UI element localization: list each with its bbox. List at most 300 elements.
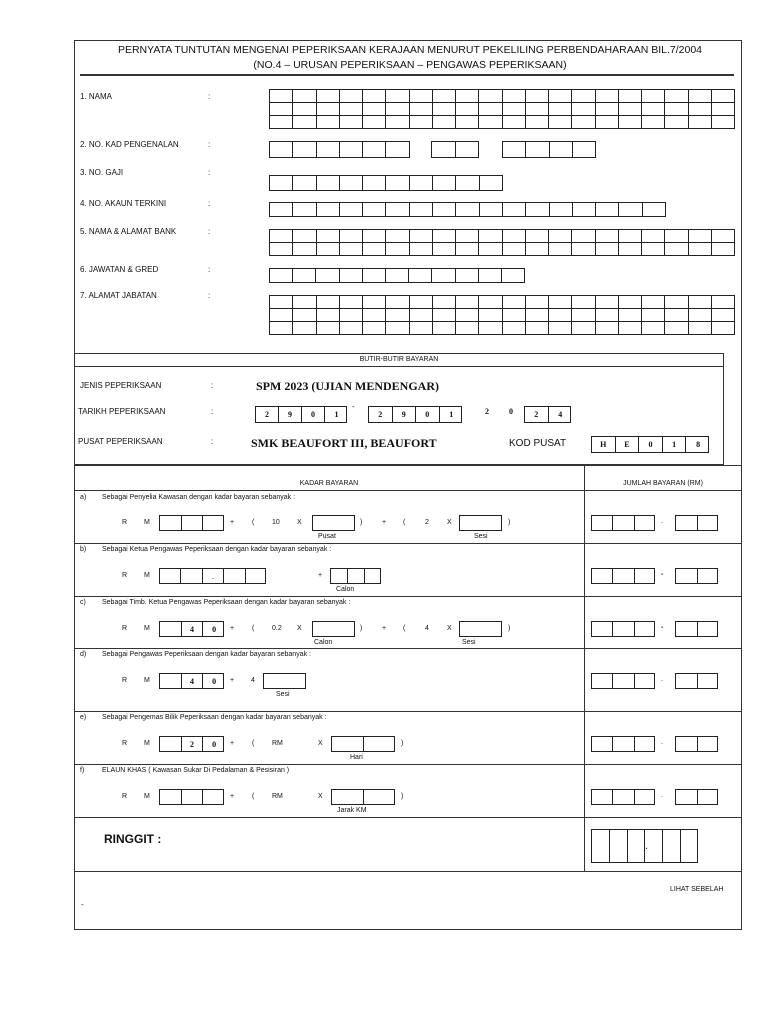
input-cell[interactable] <box>410 176 433 191</box>
input-cell[interactable] <box>433 296 456 309</box>
input-cell[interactable] <box>572 230 595 243</box>
input-cell[interactable] <box>642 116 665 129</box>
input-cell[interactable]: 0 <box>416 407 440 422</box>
row-a-pusat-box[interactable] <box>312 515 355 531</box>
input-cell[interactable] <box>317 230 340 243</box>
input-cell[interactable] <box>293 203 316 217</box>
input-cell[interactable] <box>410 203 433 217</box>
input-cell[interactable] <box>596 309 619 322</box>
input-cell[interactable]: 1 <box>449 410 454 419</box>
input-cell[interactable] <box>224 569 245 583</box>
row-d-amount-sen-boxes[interactable] <box>675 673 718 689</box>
input-cell[interactable] <box>526 296 549 309</box>
input-cell[interactable] <box>293 322 316 335</box>
input-cell[interactable] <box>270 203 293 217</box>
input-cell[interactable] <box>613 737 634 751</box>
input-cell[interactable] <box>479 230 502 243</box>
row-e-amount-sen-boxes[interactable] <box>675 736 718 752</box>
bank-grid[interactable] <box>269 229 735 256</box>
input-cell[interactable] <box>433 176 456 191</box>
input-cell[interactable] <box>363 203 386 217</box>
input-cell[interactable] <box>526 230 549 243</box>
tarikh-start-boxes[interactable] <box>255 406 347 423</box>
input-cell[interactable] <box>363 322 386 335</box>
input-cell[interactable] <box>340 230 363 243</box>
input-cell[interactable] <box>386 142 409 158</box>
input-cell[interactable] <box>410 116 433 129</box>
input-cell[interactable]: 0 <box>212 624 217 634</box>
input-cell[interactable] <box>643 203 666 217</box>
input-cell[interactable] <box>681 830 699 862</box>
input-cell[interactable] <box>410 230 433 243</box>
input-cell[interactable] <box>456 269 479 283</box>
input-cell[interactable] <box>698 622 720 636</box>
input-cell[interactable]: 4 <box>182 674 204 688</box>
input-cell[interactable]: 2 <box>369 407 393 422</box>
input-cell[interactable] <box>313 622 356 636</box>
input-cell[interactable] <box>642 103 665 116</box>
input-cell[interactable] <box>460 516 503 530</box>
input-cell[interactable] <box>160 737 182 751</box>
input-cell[interactable] <box>182 516 204 530</box>
ic-grid-part2[interactable] <box>431 141 479 158</box>
input-cell[interactable] <box>712 243 735 256</box>
input-cell[interactable] <box>363 103 386 116</box>
input-cell[interactable] <box>635 516 656 530</box>
input-cell[interactable] <box>456 176 479 191</box>
input-cell[interactable] <box>549 116 572 129</box>
input-cell[interactable] <box>364 790 396 804</box>
input-cell[interactable]: 9 <box>279 407 302 422</box>
input-cell[interactable] <box>619 203 642 217</box>
input-cell[interactable] <box>526 103 549 116</box>
row-f-amount-sen-boxes[interactable] <box>675 789 718 805</box>
input-cell[interactable] <box>635 790 656 804</box>
alamat-grid[interactable] <box>269 295 735 335</box>
input-cell[interactable] <box>246 569 267 583</box>
input-cell[interactable] <box>203 516 225 530</box>
input-cell[interactable] <box>698 737 720 751</box>
input-cell[interactable] <box>386 230 409 243</box>
input-cell[interactable] <box>676 569 698 583</box>
input-cell[interactable] <box>293 243 316 256</box>
input-cell[interactable] <box>572 90 595 103</box>
input-cell[interactable] <box>596 103 619 116</box>
input-cell[interactable] <box>596 322 619 335</box>
input-cell[interactable] <box>317 243 340 256</box>
input-cell[interactable] <box>502 269 525 283</box>
input-cell[interactable] <box>365 569 382 583</box>
input-cell[interactable] <box>479 103 502 116</box>
input-cell[interactable] <box>340 309 363 322</box>
input-cell[interactable] <box>270 230 293 243</box>
row-d-sesi-box[interactable] <box>263 673 306 689</box>
row-b-rm-boxes[interactable] <box>159 568 266 584</box>
input-cell[interactable] <box>270 176 293 191</box>
input-cell[interactable] <box>642 296 665 309</box>
input-cell[interactable] <box>613 674 634 688</box>
input-cell[interactable] <box>203 790 225 804</box>
input-cell[interactable] <box>456 203 479 217</box>
input-cell[interactable] <box>665 230 688 243</box>
input-cell[interactable] <box>628 830 646 862</box>
input-cell[interactable] <box>642 90 665 103</box>
input-cell[interactable] <box>619 90 642 103</box>
input-cell[interactable] <box>410 243 433 256</box>
row-f-jarak-boxes[interactable] <box>331 789 395 805</box>
input-cell[interactable] <box>340 116 363 129</box>
input-cell[interactable] <box>410 322 433 335</box>
input-cell[interactable] <box>642 243 665 256</box>
input-cell[interactable] <box>503 243 526 256</box>
input-cell[interactable] <box>160 516 182 530</box>
input-cell[interactable] <box>433 116 456 129</box>
input-cell[interactable] <box>592 790 613 804</box>
input-cell[interactable] <box>572 296 595 309</box>
input-cell[interactable]: 1 <box>334 410 339 419</box>
input-cell[interactable] <box>503 142 526 158</box>
input-cell[interactable] <box>665 296 688 309</box>
input-cell[interactable]: 0 <box>639 437 663 452</box>
jawatan-grid[interactable] <box>269 268 525 283</box>
input-cell[interactable] <box>386 269 409 283</box>
input-cell[interactable]: 0 <box>302 407 325 422</box>
input-cell[interactable] <box>549 296 572 309</box>
input-cell[interactable] <box>619 116 642 129</box>
year-boxes[interactable] <box>524 406 571 423</box>
input-cell[interactable] <box>635 622 656 636</box>
input-cell[interactable] <box>348 569 365 583</box>
input-cell[interactable] <box>340 243 363 256</box>
input-cell[interactable] <box>698 516 720 530</box>
input-cell[interactable] <box>596 203 619 217</box>
input-cell[interactable] <box>480 176 503 191</box>
input-cell[interactable] <box>479 322 502 335</box>
input-cell[interactable] <box>270 243 293 256</box>
input-cell[interactable] <box>433 203 456 217</box>
input-cell[interactable] <box>363 116 386 129</box>
row-c-sesi-box[interactable] <box>459 621 502 637</box>
input-cell[interactable] <box>689 116 712 129</box>
input-cell[interactable] <box>665 243 688 256</box>
input-cell[interactable] <box>479 116 502 129</box>
input-cell[interactable] <box>596 296 619 309</box>
input-cell[interactable] <box>160 622 182 636</box>
input-cell[interactable]: 9 <box>393 407 417 422</box>
input-cell[interactable] <box>619 322 642 335</box>
input-cell[interactable] <box>689 309 712 322</box>
input-cell[interactable] <box>613 622 634 636</box>
input-cell[interactable] <box>456 243 479 256</box>
input-cell[interactable] <box>613 569 634 583</box>
nama-grid[interactable] <box>269 89 735 129</box>
input-cell[interactable] <box>596 90 619 103</box>
input-cell[interactable] <box>592 622 613 636</box>
input-cell[interactable]: . <box>203 569 224 583</box>
input-cell[interactable] <box>689 90 712 103</box>
input-cell[interactable] <box>479 296 502 309</box>
input-cell[interactable] <box>363 90 386 103</box>
input-cell[interactable] <box>432 269 455 283</box>
input-cell[interactable] <box>596 243 619 256</box>
input-cell[interactable] <box>456 103 479 116</box>
input-cell[interactable] <box>270 142 293 158</box>
row-c-amount-ringgit-boxes[interactable] <box>591 621 655 637</box>
input-cell[interactable] <box>479 243 502 256</box>
input-cell[interactable] <box>433 230 456 243</box>
input-cell[interactable] <box>340 90 363 103</box>
input-cell[interactable] <box>317 103 340 116</box>
input-cell[interactable] <box>340 203 363 217</box>
input-cell[interactable] <box>433 90 456 103</box>
input-cell[interactable] <box>479 90 502 103</box>
input-cell[interactable] <box>549 322 572 335</box>
input-cell[interactable] <box>363 142 386 158</box>
input-cell[interactable] <box>503 230 526 243</box>
input-cell[interactable] <box>386 90 409 103</box>
input-cell[interactable] <box>270 90 293 103</box>
input-cell[interactable] <box>712 309 735 322</box>
input-cell[interactable] <box>676 674 698 688</box>
input-cell[interactable] <box>386 322 409 335</box>
input-cell[interactable] <box>572 309 595 322</box>
input-cell[interactable]: 1 <box>663 437 687 452</box>
input-cell[interactable] <box>386 176 409 191</box>
input-cell[interactable] <box>386 203 409 217</box>
input-cell[interactable] <box>549 90 572 103</box>
input-cell[interactable] <box>270 322 293 335</box>
row-a-amount-sen-boxes[interactable] <box>675 515 718 531</box>
input-cell[interactable] <box>526 243 549 256</box>
input-cell[interactable] <box>410 90 433 103</box>
input-cell[interactable] <box>316 269 339 283</box>
input-cell[interactable]: 4 <box>182 622 204 636</box>
row-a-amount-ringgit-boxes[interactable] <box>591 515 655 531</box>
input-cell[interactable] <box>340 103 363 116</box>
input-cell[interactable] <box>572 243 595 256</box>
input-cell[interactable] <box>642 230 665 243</box>
input-cell[interactable] <box>665 309 688 322</box>
input-cell[interactable] <box>596 116 619 129</box>
input-cell[interactable] <box>386 103 409 116</box>
input-cell[interactable] <box>698 569 720 583</box>
input-cell[interactable] <box>364 737 396 751</box>
input-cell[interactable] <box>317 142 340 158</box>
row-a-rm-boxes[interactable] <box>159 515 224 531</box>
input-cell[interactable] <box>573 203 596 217</box>
input-cell[interactable] <box>479 269 502 283</box>
input-cell[interactable] <box>619 296 642 309</box>
input-cell[interactable] <box>386 116 409 129</box>
input-cell[interactable] <box>526 116 549 129</box>
input-cell[interactable] <box>293 90 316 103</box>
input-cell[interactable] <box>503 203 526 217</box>
gaji-grid[interactable] <box>269 175 503 191</box>
input-cell[interactable] <box>460 622 503 636</box>
input-cell[interactable] <box>363 309 386 322</box>
input-cell[interactable] <box>503 309 526 322</box>
input-cell[interactable] <box>317 90 340 103</box>
input-cell[interactable] <box>635 737 656 751</box>
input-cell[interactable] <box>503 322 526 335</box>
tarikh-end-boxes[interactable] <box>368 406 462 423</box>
input-cell[interactable] <box>293 230 316 243</box>
input-cell[interactable] <box>331 569 348 583</box>
input-cell[interactable] <box>698 674 720 688</box>
row-b-amount-ringgit-boxes[interactable] <box>591 568 655 584</box>
row-c-calon-box[interactable] <box>312 621 355 637</box>
row-d-amount-ringgit-boxes[interactable] <box>591 673 655 689</box>
row-f-rm-boxes[interactable] <box>159 789 224 805</box>
input-cell[interactable] <box>293 296 316 309</box>
row-c-amount-sen-boxes[interactable] <box>675 621 718 637</box>
input-cell[interactable] <box>712 116 735 129</box>
input-cell[interactable] <box>663 830 681 862</box>
input-cell[interactable] <box>456 296 479 309</box>
input-cell[interactable] <box>293 142 316 158</box>
input-cell[interactable] <box>181 569 202 583</box>
input-cell[interactable] <box>363 230 386 243</box>
input-cell[interactable] <box>549 230 572 243</box>
kod-pusat-boxes[interactable] <box>591 436 709 453</box>
input-cell[interactable] <box>293 309 316 322</box>
input-cell[interactable] <box>456 116 479 129</box>
input-cell[interactable] <box>293 116 316 129</box>
row-a-sesi-box[interactable] <box>459 515 502 531</box>
input-cell[interactable] <box>689 103 712 116</box>
input-cell[interactable] <box>270 296 293 309</box>
input-cell[interactable] <box>619 243 642 256</box>
input-cell[interactable] <box>573 142 596 158</box>
input-cell[interactable] <box>293 103 316 116</box>
input-cell[interactable] <box>712 90 735 103</box>
row-c-rm-boxes[interactable] <box>159 621 224 637</box>
input-cell[interactable] <box>432 142 456 158</box>
input-cell[interactable] <box>160 790 182 804</box>
input-cell[interactable] <box>456 322 479 335</box>
row-d-rm-boxes[interactable] <box>159 673 224 689</box>
input-cell[interactable] <box>610 830 628 862</box>
input-cell[interactable] <box>410 309 433 322</box>
input-cell[interactable] <box>363 176 386 191</box>
input-cell[interactable] <box>572 116 595 129</box>
input-cell[interactable] <box>550 203 573 217</box>
input-cell[interactable] <box>480 203 503 217</box>
input-cell[interactable] <box>160 674 182 688</box>
input-cell[interactable] <box>340 296 363 309</box>
input-cell[interactable] <box>433 322 456 335</box>
input-cell[interactable] <box>689 322 712 335</box>
input-cell[interactable] <box>270 269 293 283</box>
input-cell[interactable]: E <box>616 437 640 452</box>
input-cell[interactable] <box>363 296 386 309</box>
input-cell[interactable] <box>676 622 698 636</box>
input-cell[interactable] <box>340 176 363 191</box>
input-cell[interactable] <box>340 269 363 283</box>
input-cell[interactable] <box>456 230 479 243</box>
input-cell[interactable] <box>712 103 735 116</box>
input-cell[interactable] <box>526 309 549 322</box>
input-cell[interactable] <box>689 230 712 243</box>
akaun-grid[interactable] <box>269 202 666 217</box>
input-cell[interactable] <box>160 569 181 583</box>
input-cell[interactable] <box>332 790 364 804</box>
input-cell[interactable]: H <box>592 437 616 452</box>
input-cell[interactable] <box>635 674 656 688</box>
input-cell[interactable] <box>409 269 432 283</box>
input-cell[interactable] <box>313 516 356 530</box>
input-cell[interactable]: 4 <box>558 410 563 419</box>
input-cell[interactable]: 2 <box>525 407 549 422</box>
input-cell[interactable] <box>592 737 613 751</box>
input-cell[interactable] <box>549 103 572 116</box>
input-cell[interactable] <box>526 142 549 158</box>
input-cell[interactable] <box>433 243 456 256</box>
input-cell[interactable] <box>592 674 613 688</box>
input-cell[interactable] <box>456 90 479 103</box>
input-cell[interactable] <box>317 116 340 129</box>
row-e-amount-ringgit-boxes[interactable] <box>591 736 655 752</box>
input-cell[interactable] <box>549 309 572 322</box>
input-cell[interactable] <box>503 296 526 309</box>
input-cell[interactable] <box>698 790 720 804</box>
input-cell[interactable]: 2 <box>256 407 279 422</box>
input-cell[interactable] <box>293 269 316 283</box>
input-cell[interactable] <box>386 309 409 322</box>
input-cell[interactable] <box>340 322 363 335</box>
input-cell[interactable] <box>619 309 642 322</box>
input-cell[interactable] <box>665 90 688 103</box>
input-cell[interactable] <box>613 790 634 804</box>
input-cell[interactable] <box>293 176 316 191</box>
input-cell[interactable] <box>592 516 613 530</box>
input-cell[interactable] <box>712 296 735 309</box>
input-cell[interactable] <box>526 322 549 335</box>
input-cell[interactable] <box>665 116 688 129</box>
input-cell[interactable] <box>689 296 712 309</box>
input-cell[interactable] <box>182 790 204 804</box>
input-cell[interactable] <box>689 243 712 256</box>
input-cell[interactable] <box>264 674 307 688</box>
row-e-rm-boxes[interactable] <box>159 736 224 752</box>
input-cell[interactable] <box>619 230 642 243</box>
row-e-hari-boxes[interactable] <box>331 736 395 752</box>
input-cell[interactable] <box>332 737 364 751</box>
input-cell[interactable] <box>613 516 634 530</box>
input-cell[interactable] <box>676 790 698 804</box>
input-cell[interactable] <box>410 296 433 309</box>
ic-grid-part3[interactable] <box>502 141 596 158</box>
input-cell[interactable] <box>363 269 386 283</box>
input-cell[interactable] <box>572 103 595 116</box>
input-cell[interactable] <box>363 243 386 256</box>
input-cell[interactable] <box>433 309 456 322</box>
input-cell[interactable] <box>712 322 735 335</box>
input-cell[interactable] <box>456 309 479 322</box>
input-cell[interactable] <box>410 103 433 116</box>
input-cell[interactable]: 0 <box>212 676 217 686</box>
input-cell[interactable] <box>479 309 502 322</box>
ic-grid-part1[interactable] <box>269 141 410 158</box>
input-cell[interactable] <box>619 103 642 116</box>
row-b-amount-sen-boxes[interactable] <box>675 568 718 584</box>
input-cell[interactable] <box>596 230 619 243</box>
input-cell[interactable] <box>317 322 340 335</box>
input-cell[interactable] <box>503 103 526 116</box>
input-cell[interactable]: 8 <box>696 440 701 449</box>
input-cell[interactable] <box>270 309 293 322</box>
input-cell[interactable] <box>526 203 549 217</box>
